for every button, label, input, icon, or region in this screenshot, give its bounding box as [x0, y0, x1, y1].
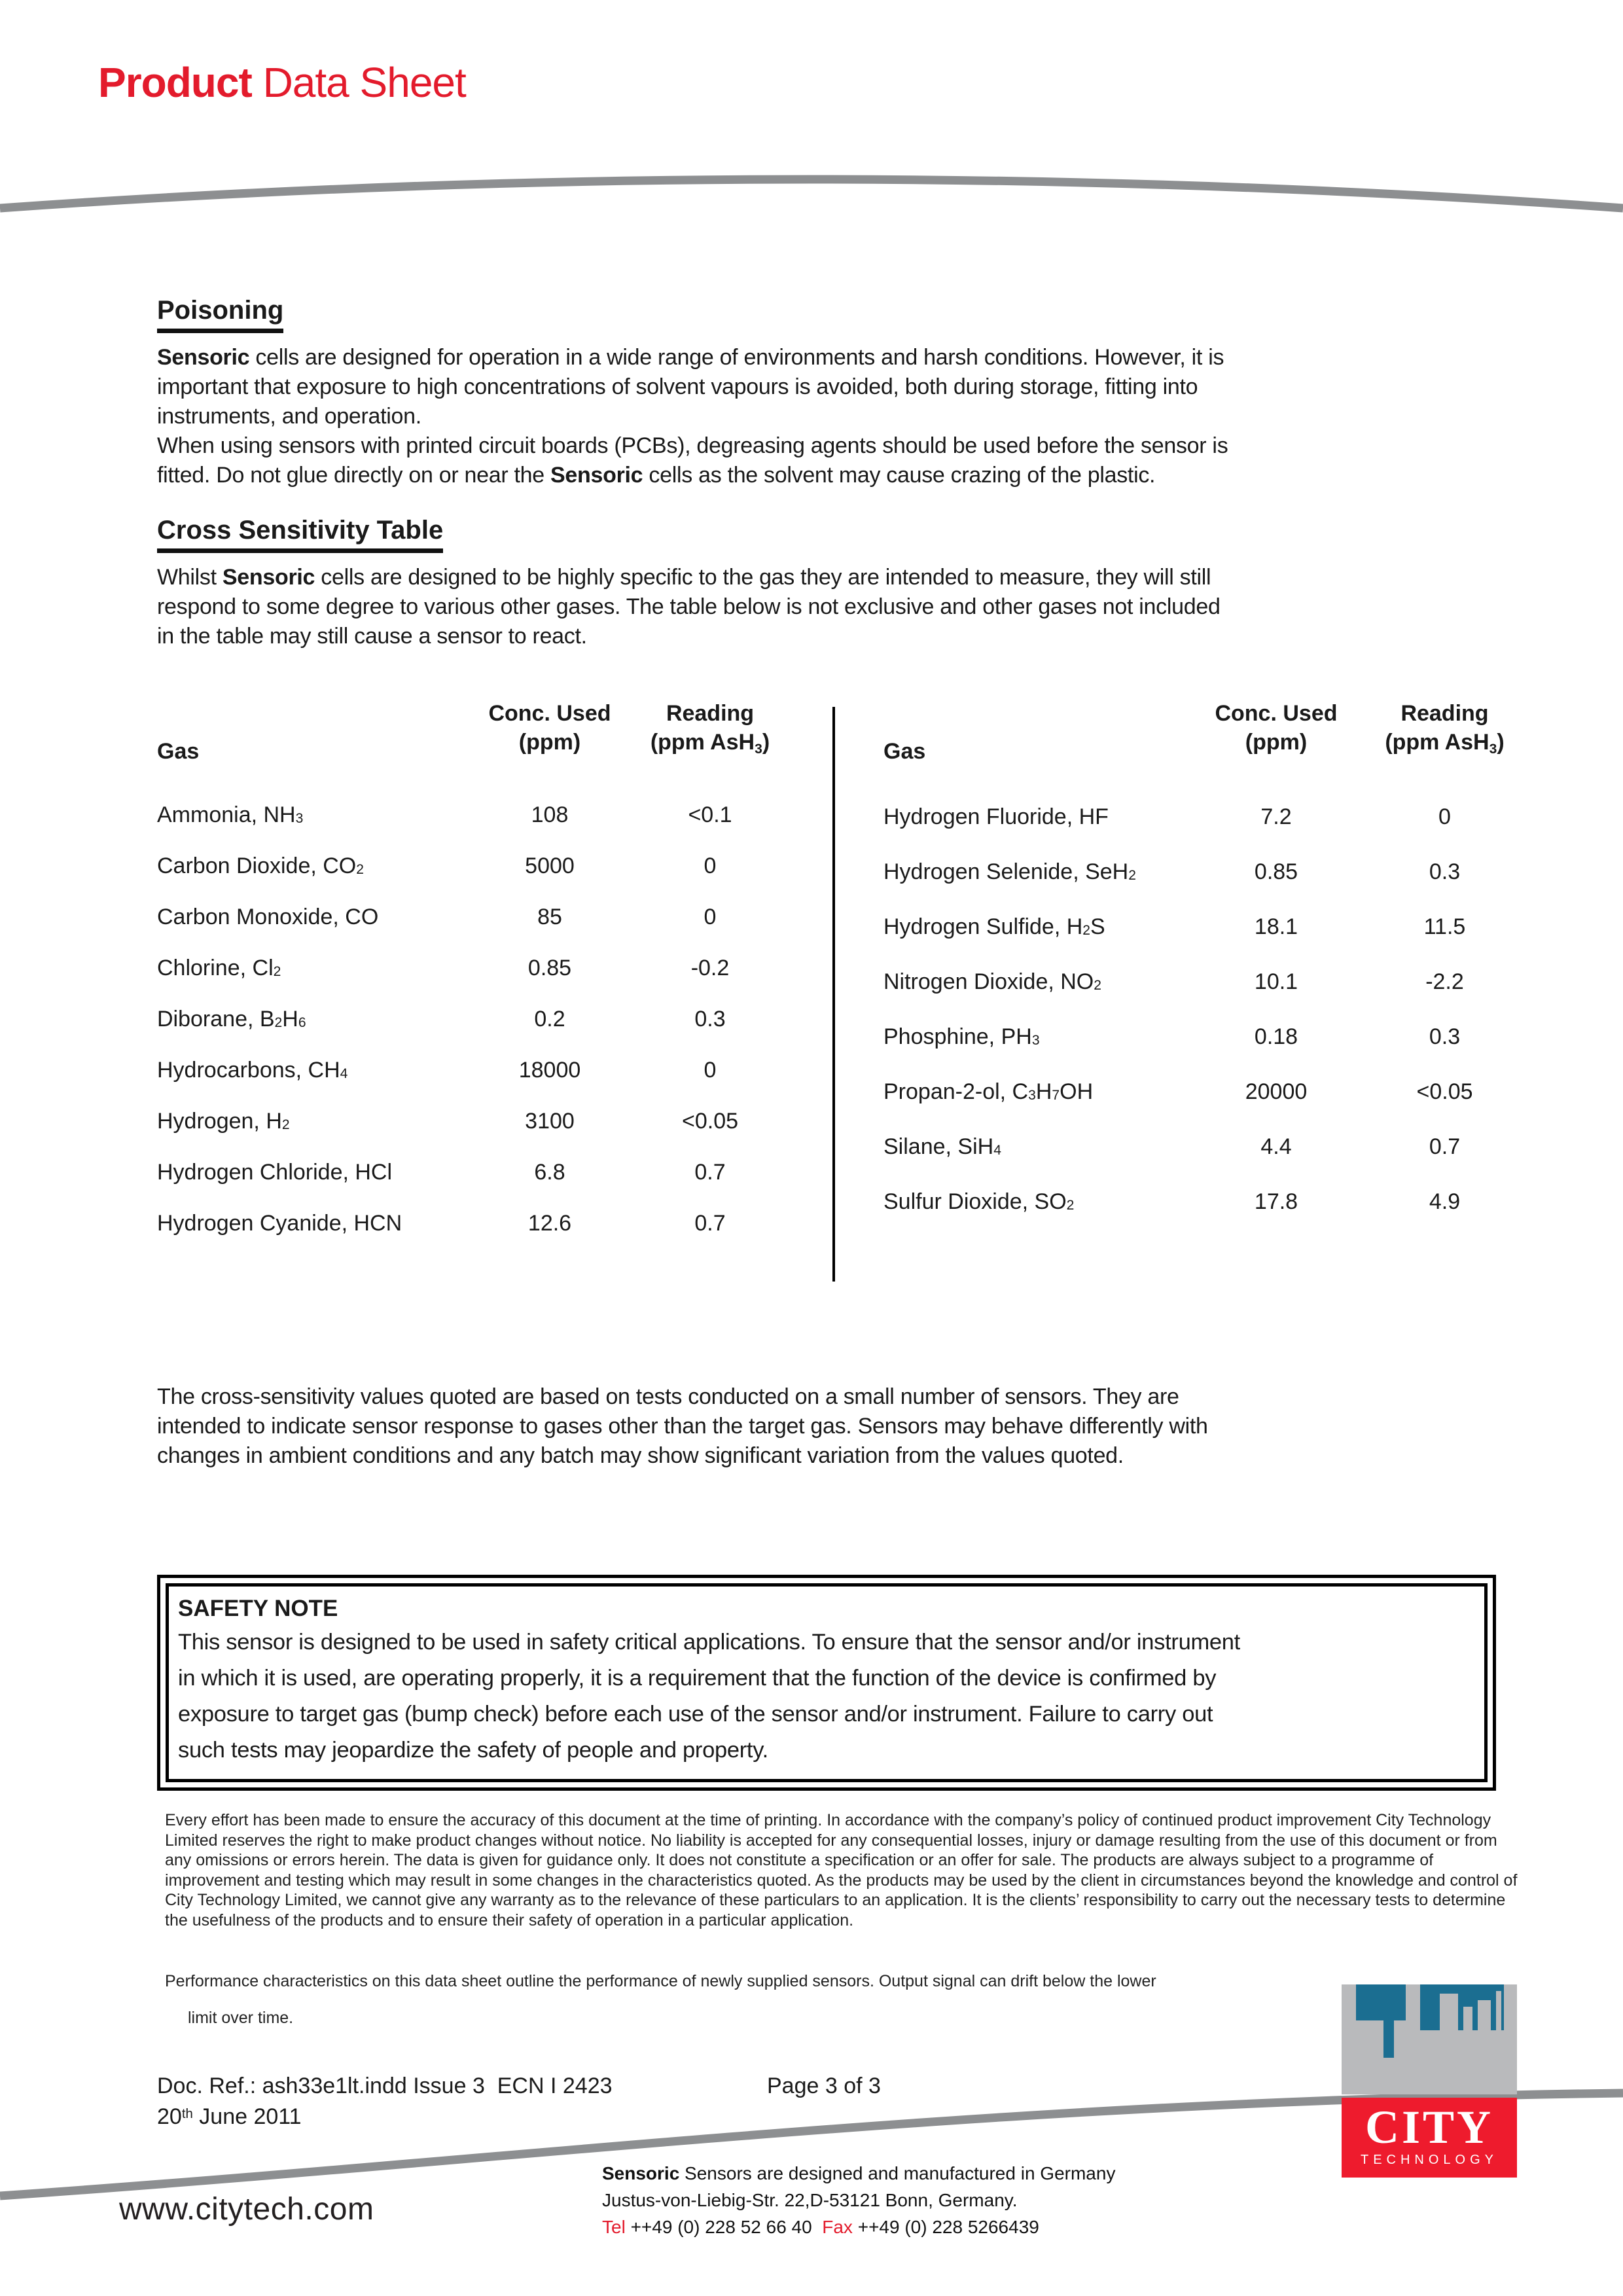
page-title	[98, 59, 466, 106]
reading-header-line1: Reading	[666, 701, 755, 726]
right-table-header	[883, 699, 1531, 767]
conc-used-cell: 17.8	[1254, 1189, 1298, 1214]
reading-cell: 0	[704, 904, 717, 929]
footer-made-in: Sensoric Sensors are designed and manufactured in Germany	[602, 2163, 1116, 2183]
poisoning-heading: Poisoning	[157, 296, 283, 333]
conc-used-cell: 3100	[525, 1108, 575, 1134]
conc-used-cell: 5000	[525, 853, 575, 878]
table-row	[883, 899, 1531, 954]
table-divider	[832, 707, 835, 1282]
city-skyline-icon	[1342, 1984, 1517, 2094]
reading-cell: 0	[1438, 804, 1451, 829]
conc-header-line1: Conc. Used	[1215, 701, 1338, 726]
reading-cell: <0.05	[1416, 1079, 1473, 1104]
conc-used-cell: 12.6	[527, 1210, 572, 1236]
table-row	[883, 1009, 1531, 1064]
gas-name-cell: Ammonia, NH $_3$	[157, 802, 304, 827]
footer-phone-fax: Tel ++49 (0) 228 52 66 40 Fax ++49 (0) 228 5266439	[602, 2217, 1039, 2237]
poisoning-paragraph: Sensoric cells are designed for operation in a wide range of environments and harsh conditions. However, it is important that exposure to high concentrations of solvent vapours is avoided, both during storage, fitting into instruments, and operation. When using sensors with printed circuit boards (PCBs), degreasing agents should be used before the sensor is fitted. Do not glue directly on or near the Sensoric cells as the solvent may cause crazing of the plastic.	[157, 345, 1228, 488]
conc-used-cell: 18.1	[1254, 914, 1298, 939]
safety-note-heading: SAFETY NOTE	[178, 1596, 338, 1621]
conc-header-line2: (ppm)	[1245, 730, 1308, 755]
gas-name-cell: Diborane, B $_2$ H $_6$	[157, 1006, 306, 1031]
reading-cell: -0.2	[690, 955, 730, 980]
legal-disclaimer: Every effort has been made to ensure the accuracy of this document at the time of printing. In accordance with the company’s policy of continued product improvement City Technology Limited reserves the right to make product changes without notice. No liability is accepted for any consequential losses, injury or damage resulting from the use of this document or from any omissions or errors herein. The data is given for guidance only. It does not constitute a specification or an offer for sale. The products are always subject to a programme of improvement and testing which may result in some changes in the characteristics quoted. As the products may be used by the client in circumstances beyond the knowledge and control of City Technology Limited, we cannot give any warranty as to the relevance of these particulars to an application. It is the clients’ responsibility to carry out the necessary tests to determine the usefulness of the products and to ensure their safety of operation in a particular application.	[165, 1811, 1518, 1929]
left-col-conc-header	[471, 699, 628, 767]
table-row	[157, 1045, 792, 1096]
left-table-body	[157, 789, 792, 1249]
reading-cell: 0.3	[1429, 859, 1461, 884]
gas-name-cell: Hydrogen, H $_2$	[157, 1108, 290, 1134]
table-row	[883, 1174, 1531, 1229]
reading-cell: 0.3	[694, 1006, 726, 1031]
top-curve	[0, 179, 1623, 208]
safety-note-box	[157, 1575, 1496, 1791]
reading-cell: 0.7	[694, 1210, 726, 1236]
reading-cell: 0.7	[694, 1159, 726, 1185]
cross-sensitivity-note: The cross-sensitivity values quoted are based on tests conducted on a small number of sensors. They are intended to indicate sensor response to gases other than the target gas. Sensors may behave differently with changes in ambient conditions and any batch may show significant variation from the values quoted.	[157, 1384, 1208, 1468]
right-col-conc-header	[1194, 699, 1358, 767]
conc-used-cell: 10.1	[1254, 969, 1298, 994]
gas-name-cell: Hydrogen Selenide, SeH $_2$	[883, 859, 1136, 884]
table-row	[157, 1198, 792, 1249]
reading-header-line2: (ppm AsH$_3$)	[650, 730, 770, 757]
gas-name-cell: Carbon Monoxide, CO	[157, 904, 379, 929]
page-title-bold: Product	[98, 59, 252, 106]
table-row	[883, 954, 1531, 1009]
conc-used-cell: 0.85	[527, 955, 572, 980]
page-number: Page 3 of 3	[767, 2073, 881, 2098]
gas-name-cell: Sulfur Dioxide, SO $_2$	[883, 1189, 1075, 1214]
right-col-gas-header: Gas	[883, 739, 926, 764]
gas-name-cell: Hydrocarbons, CH $_4$	[157, 1057, 348, 1083]
table-row	[157, 1096, 792, 1147]
reading-cell: 4.9	[1429, 1189, 1461, 1214]
table-row	[157, 891, 792, 942]
table-row	[883, 1064, 1531, 1119]
city-technology-logo	[1342, 1984, 1517, 2178]
reading-cell: <0.1	[688, 802, 732, 827]
conc-used-cell: 108	[531, 802, 569, 827]
gas-name-cell: Hydrogen Fluoride, HF	[883, 804, 1109, 829]
safety-note-body: This sensor is designed to be used in safety critical applications. To ensure that the sensor and/or instrument in which it is used, are operating properly, it is a requirement that the function of the device is confirmed by exposure to target gas (bump check) before each use of the sensor and/or instrument. Failure to carry out such tests may jeopardize the safety of people and property.	[178, 1630, 1240, 1763]
table-row	[157, 840, 792, 891]
safety-note-inner-box	[166, 1583, 1488, 1782]
conc-used-cell: 85	[537, 904, 562, 929]
table-row	[157, 942, 792, 994]
footer-address-block	[602, 2160, 1115, 2240]
reading-cell: 0.3	[1429, 1024, 1461, 1049]
table-row	[883, 1119, 1531, 1174]
table-row	[157, 994, 792, 1045]
conc-used-cell: 0.2	[534, 1006, 565, 1031]
logo-city-text: CITY	[1364, 2101, 1494, 2153]
conc-used-cell: 7.2	[1260, 804, 1292, 829]
table-row	[157, 1147, 792, 1198]
gas-name-cell: Propan-2-ol, C $_3$ H $_7$ OH	[883, 1079, 1094, 1104]
table-row	[157, 789, 792, 840]
gas-name-cell: Silane, SiH $_4$	[883, 1134, 1001, 1159]
conc-used-cell: 0.18	[1254, 1024, 1298, 1049]
reading-cell: 0	[704, 853, 717, 878]
gas-name-cell: Hydrogen Sulfide, H $_2$ S	[883, 914, 1105, 939]
performance-note-continued: limit over time.	[188, 2009, 294, 2027]
logo-red-panel	[1342, 2098, 1517, 2178]
conc-used-cell: 18000	[518, 1057, 581, 1083]
reading-cell: <0.05	[681, 1108, 739, 1134]
table-row	[883, 844, 1531, 899]
doc-reference: Doc. Ref.: ash33e1lt.indd Issue 3 ECN I 2423	[157, 2073, 613, 2098]
reading-cell: 0	[704, 1057, 717, 1083]
left-col-gas-header: Gas	[157, 739, 200, 764]
left-col-reading-header	[628, 699, 792, 767]
left-table-header	[157, 699, 792, 767]
conc-used-cell: 6.8	[534, 1159, 565, 1185]
reading-header-line2: (ppm AsH$_3$)	[1385, 730, 1505, 757]
conc-header-line1: Conc. Used	[488, 701, 611, 726]
website-url: www.citytech.com	[119, 2192, 374, 2227]
gas-name-cell: Hydrogen Chloride, HCl	[157, 1159, 393, 1185]
gas-name-cell: Phosphine, PH $_3$	[883, 1024, 1040, 1049]
reading-cell: 0.7	[1429, 1134, 1461, 1159]
conc-used-cell: 4.4	[1260, 1134, 1292, 1159]
logo-technology-text: TECHNOLOGY	[1360, 2153, 1499, 2167]
gas-name-cell: Carbon Dioxide, CO $_2$	[157, 853, 364, 878]
reading-header-line1: Reading	[1400, 701, 1489, 726]
right-col-reading-header	[1358, 699, 1531, 767]
table-row	[883, 789, 1531, 844]
reading-cell: -2.2	[1425, 969, 1464, 994]
right-table-body	[883, 789, 1531, 1229]
gas-name-cell: Nitrogen Dioxide, NO $_2$	[883, 969, 1101, 994]
cross-sensitivity-paragraph: Whilst Sensoric cells are designed to be highly specific to the gas they are intended to measure, they will still respond to some degree to various other gases. The table below is not exclusive and other gases not included in the table may still cause a sensor to react.	[157, 565, 1221, 649]
page-title-rest: Data Sheet	[251, 59, 466, 106]
footer-street-address: Justus-von-Liebig-Str. 22,D-53121 Bonn, Germany.	[602, 2190, 1018, 2210]
gas-name-cell: Chlorine, Cl $_2$	[157, 955, 281, 980]
reading-cell: 11.5	[1423, 914, 1466, 939]
conc-used-cell: 20000	[1245, 1079, 1308, 1104]
conc-header-line2: (ppm)	[518, 730, 581, 755]
gas-name-cell: Hydrogen Cyanide, HCN	[157, 1210, 402, 1236]
performance-note: Performance characteristics on this data sheet outline the performance of newly supplied sensors. Output signal can drift below the lower	[165, 1972, 1156, 1990]
cross-sensitivity-heading: Cross Sensitivity Table	[157, 516, 443, 553]
doc-date: 20th June 2011	[157, 2104, 302, 2129]
conc-used-cell: 0.85	[1254, 859, 1298, 884]
